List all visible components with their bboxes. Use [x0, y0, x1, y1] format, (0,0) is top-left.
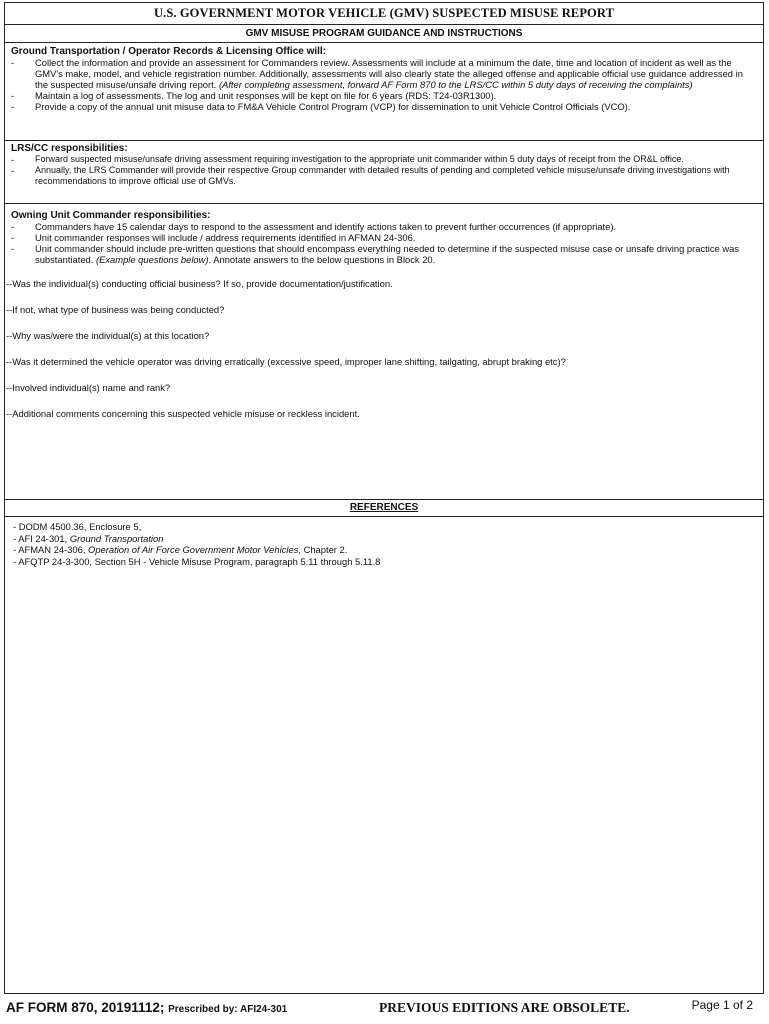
- question-official-business: --Was the individual(s) conducting official business? If so, provide documentation/justification.: [6, 278, 393, 289]
- unit-bullet-3-text: Unit commander should include pre-written questions that should encompass everything needed to determine if the suspected misuse case or unsafe driving practice was substantiated.: [35, 243, 740, 265]
- orl-bullet-2-text: Maintain a log of assessments. The log and unit responses will be kept on file for 6 years (RDS: T24-03R1300).: [35, 90, 497, 101]
- reference-text: - AFI 24-301,: [13, 532, 70, 544]
- prescribed-by: Prescribed by: AFI24-301: [168, 1004, 288, 1015]
- unit-bullet-1-text: Commanders have 15 calendar days to respond to the assessment and identify actions taken to prevent further occurrences (if appropriate).: [35, 221, 617, 232]
- page-number: Page 1 of 2: [691, 998, 753, 1012]
- reference-item: - AFQTP 24-3-300, Section 5H - Vehicle Misuse Program, paragraph 5.11 through 5.11.8: [13, 555, 381, 567]
- references-heading: REFERENCES: [5, 500, 763, 517]
- form-number-text: AF FORM 870, 20191112;: [6, 1000, 165, 1015]
- unit-bullet-3-italic: (Example questions below): [95, 254, 209, 265]
- unit-commander-section: [5, 204, 763, 500]
- orl-bullet-1-text: Collect the information and provide an assessment for Commanders review. Assessments will include at a minimum the date, time and location of incident as well as the GMV's make, model, and vehicle registration number. Additionally, assessments will also clearly state the alleged offense and applicable official use guidance addressed in the suspected misuse/unsafe driving report.: [35, 57, 743, 90]
- unit-bullet-3: [11, 243, 757, 265]
- unit-bullet-3-tail: . Annotate answers to the below questions in Block 20.: [208, 254, 436, 265]
- orl-bullet-3-text: Provide a copy of the annual unit misuse data to FM&A Vehicle Control Program (VCP) for dissemination to unit Vehicle Control Officials (VCO).: [35, 101, 631, 112]
- form-footer: [6, 997, 763, 1019]
- unit-heading: Owning Unit Commander responsibilities:: [11, 210, 211, 221]
- form-page: [4, 2, 764, 994]
- orl-section: [5, 43, 763, 141]
- bullet-dash: -: [11, 57, 15, 68]
- question-additional-comments: --Additional comments concerning this suspected vehicle misuse or reckless incident.: [6, 408, 360, 419]
- bullet-dash: -: [11, 221, 15, 232]
- question-name-rank: --Involved individual(s) name and rank?: [6, 382, 171, 393]
- reference-item: - DODM 4500.36, Enclosure 5,: [13, 521, 142, 532]
- bullet-dash: -: [11, 243, 15, 254]
- orl-heading: Ground Transportation / Operator Records & Licensing Office will:: [11, 46, 327, 57]
- form-subtitle: GMV MISUSE PROGRAM GUIDANCE AND INSTRUCTIONS: [5, 25, 763, 43]
- references-list: [5, 517, 763, 571]
- orl-bullet-1: [11, 57, 757, 90]
- orl-bullet-3: [11, 101, 757, 112]
- reference-item: [13, 544, 755, 556]
- lrs-bullet-2: [11, 165, 757, 187]
- unit-bullet-1: [11, 221, 757, 232]
- reference-tail: Chapter 2.: [300, 544, 348, 555]
- orl-bullet-1-italic: (After completing assessment, forward AF Form 870 to the LRS/CC within 5 duty days of receiving the complaints): [218, 79, 693, 90]
- bullet-dash: -: [11, 90, 15, 101]
- question-location: --Why was/were the individual(s) at this location?: [6, 330, 210, 341]
- bullet-dash: -: [11, 165, 15, 176]
- lrs-section: [5, 141, 763, 204]
- lrs-bullet-1-text: Forward suspected misuse/unsafe driving assessment requiring investigation to the appropriate unit commander within 5 duty days of receipt from the OR&L office.: [35, 154, 684, 164]
- reference-item: [13, 533, 755, 545]
- bullet-dash: -: [11, 154, 15, 165]
- previous-editions-notice: PREVIOUS EDITIONS ARE OBSOLETE.: [379, 1000, 630, 1015]
- question-erratic-driving: --Was it determined the vehicle operator was driving erratically (excessive speed, improper lane shifting, tailgating, abrupt braking etc)?: [6, 356, 566, 367]
- reference-italic: Operation of Air Force Government Motor Vehicles,: [88, 544, 301, 555]
- lrs-heading: LRS/CC responsibilities:: [11, 143, 128, 154]
- bullet-dash: -: [11, 232, 15, 243]
- form-title: U.S. GOVERNMENT MOTOR VEHICLE (GMV) SUSPECTED MISUSE REPORT: [5, 3, 763, 25]
- orl-bullet-2: [11, 90, 757, 101]
- bullet-dash: -: [11, 101, 15, 112]
- unit-bullet-2-text: Unit commander responses will include / address requirements identified in AFMAN 24-306.: [35, 232, 416, 243]
- lrs-bullet-1: [11, 154, 757, 165]
- unit-bullet-2: [11, 232, 757, 243]
- reference-text: - AFMAN 24-306,: [13, 544, 89, 555]
- lrs-bullet-2-text: Annually, the LRS Commander will provide their respective Group commander with detailed results of pending and completed vehicle misuse/unsafe driving investigations with recommendations to improve official use of GMVs.: [35, 165, 730, 186]
- form-number: [6, 1000, 287, 1015]
- question-business-type: --If not, what type of business was being conducted?: [6, 304, 225, 315]
- reference-italic: Ground Transportation: [69, 532, 164, 544]
